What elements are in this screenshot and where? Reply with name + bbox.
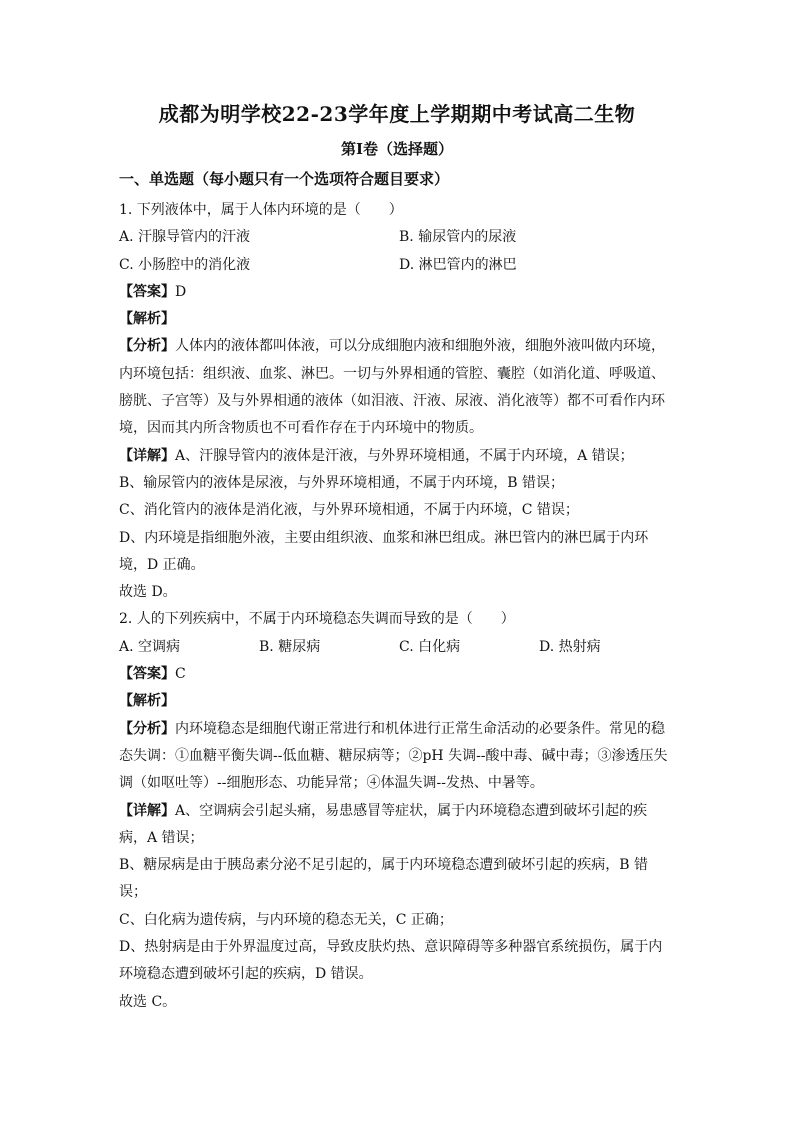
option-a: A. 空调病	[119, 638, 181, 655]
analysis-tag: 【解析】	[119, 311, 175, 328]
question-1-stem: 1. 下列液体中，属于人体内环境的是（ ）	[119, 202, 403, 218]
option-b: B. 输尿管内的尿液	[399, 229, 517, 246]
answer-value: C	[175, 666, 186, 683]
fenxi-tag: 【分析】	[119, 338, 175, 355]
xiangjie-line: 病，A 错误；	[119, 829, 204, 846]
option-b: B. 糖尿病	[259, 638, 321, 655]
question-2-stem: 2. 人的下列疾病中，不属于内环境稳态失调而导致的是（ ）	[119, 611, 515, 628]
xiangjie-line: C、消化管内的液体是消化液，与外界环境相通，不属于内环境，C 错误；	[119, 502, 579, 519]
question-2-options-row	[119, 634, 679, 661]
fenxi-tag: 【分析】	[119, 720, 175, 737]
fenxi-line	[119, 333, 679, 360]
xiangjie-text: A、空调病会引起头痛，易患感冒等症状，属于内环境稳态遭到破坏引起的疾	[175, 802, 648, 819]
xiangjie-line: D、内环境是指细胞外液，主要由组织液、血浆和淋巴组成。淋巴管内的淋巴属于内环	[119, 529, 649, 546]
document-title: 成都为明学校22-23学年度上学期期中考试高二生物	[158, 102, 636, 126]
fenxi-text: 内环境稳态是细胞代谢正常进行和机体进行正常生命活动的必要条件。常见的稳	[175, 720, 665, 737]
question-1-options-row-1	[119, 224, 679, 251]
answer-tag: 【答案】	[119, 283, 175, 300]
xiangjie-text: A、汗腺导管内的液体是汗液，与外界环境相通，不属于内环境，A 错误；	[175, 447, 634, 464]
fenxi-line: 内环境包括：组织液、血浆、淋巴。一切与外界相通的管腔、囊腔（如消化道、呼吸道、	[119, 365, 665, 382]
xiangjie-line: B、糖尿病是由于胰岛素分泌不足引起的，属于内环境稳态遭到破坏引起的疾病，B 错	[119, 857, 649, 874]
answer-value: D	[175, 283, 187, 300]
answer-line	[119, 661, 679, 688]
fenxi-text: 人体内的液体都叫体液，可以分成细胞内液和细胞外液，细胞外液叫做内环境，	[175, 338, 665, 355]
section-subtitle: 第Ⅰ卷（选择题）	[340, 140, 454, 158]
xiangjie-line	[119, 798, 679, 825]
fenxi-line: 膀胱、子宫等）及与外界相通的液体（如泪液、汗液、尿液、消化液等）都不可看作内环	[119, 393, 665, 410]
fenxi-line	[119, 716, 679, 743]
option-a: A. 汗腺导管内的汗液	[119, 229, 251, 246]
question-1-options-row-2	[119, 252, 679, 279]
xiangjie-line: 境，D 正确。	[119, 556, 205, 573]
xiangjie-tag: 【详解】	[119, 802, 175, 819]
analysis-tag: 【解析】	[119, 693, 175, 710]
section-heading: 一、单选题（每小题只有一个选项符合题目要求）	[119, 170, 450, 188]
fenxi-line: 态失调：①血糖平衡失调--低血糖、糖尿病等；②pH 失调--酸中毒、碱中毒；③渗透压失	[119, 747, 668, 764]
xiangjie-line: 误；	[119, 884, 147, 901]
option-d: D. 热射病	[539, 638, 601, 655]
content-body	[119, 197, 679, 1016]
answer-tag: 【答案】	[119, 666, 175, 683]
xiangjie-line: D、热射病是由于外界温度过高，导致皮肤灼热、意识障碍等多种器官系统损伤，属于内	[119, 939, 663, 956]
conclusion: 故选 C。	[119, 993, 177, 1010]
option-d: D. 淋巴管内的淋巴	[399, 256, 517, 273]
xiangjie-line: B、输尿管内的液体是尿液，与外界环境相通，不属于内环境，B 错误；	[119, 474, 565, 491]
option-c: C. 白化病	[399, 638, 461, 655]
answer-line	[119, 279, 679, 306]
xiangjie-tag: 【详解】	[119, 447, 175, 464]
xiangjie-line	[119, 443, 679, 470]
xiangjie-line: C、白化病为遗传病，与内环境的稳态无关，C 正确；	[119, 911, 453, 928]
fenxi-line: 境，因而其内所含物质也不可看作存在于内环境中的物质。	[119, 420, 483, 437]
fenxi-line: 调（如呕吐等）--细胞形态、功能异常；④体温失调--发热、中暑等。	[119, 775, 544, 792]
conclusion: 故选 D。	[119, 584, 177, 601]
xiangjie-line: 环境稳态遭到破坏引起的疾病，D 错误。	[119, 966, 373, 983]
option-c: C. 小肠腔中的消化液	[119, 256, 251, 273]
